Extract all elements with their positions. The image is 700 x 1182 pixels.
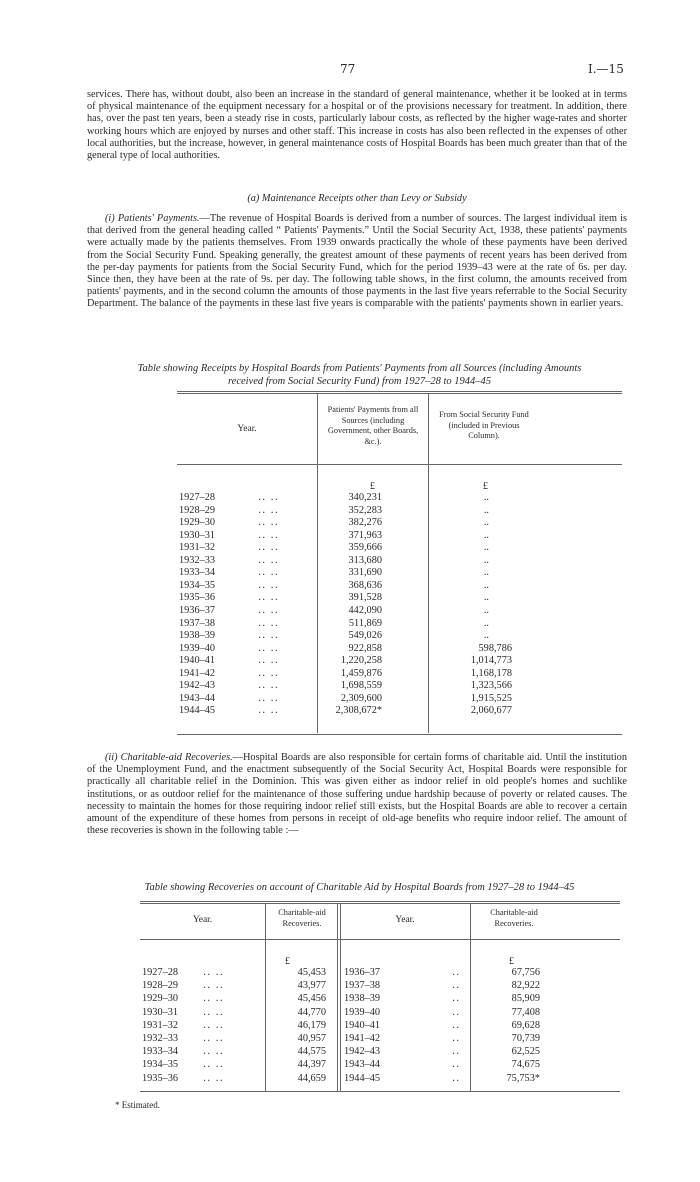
paragraph-label: (i) Patients' Payments. [105,213,200,224]
leader-dots: .. [452,967,461,978]
table2-header-value-left: Charitable-aid Recoveries. [278,908,326,928]
leader-dots: .. .. [203,1006,224,1018]
table1-year-cell: 1940–41 [179,655,216,667]
table1-patients-payments-cell: 511,869 [348,617,382,629]
table1-patients-payments-cell: 549,026 [348,630,382,642]
table2-right-year-cell: 1936–37 [344,967,381,978]
table1-social-security-cell: 1,915,525 [470,692,512,704]
table2-header-year-left: Year. [192,915,213,925]
table1-patients-payments-cell: 331,690 [348,567,382,579]
leader-dots: .. .. [258,692,279,704]
table1-divider-1 [317,393,318,733]
table2-left-year-cell: 1934–35 [142,1059,179,1071]
table1-patients-payments-cell: 368,636 [348,579,382,591]
footnote: * Estimated. [115,1100,160,1110]
section-code: I.—15 [588,62,624,76]
leader-dots: .. .. [258,542,279,554]
leader-dots: .. [452,1006,461,1018]
leader-dots: .. .. [258,617,279,629]
leader-dots: .. .. [258,592,279,604]
leader-dots: .. .. [203,993,224,1005]
table1-social-security-cell: .. [483,604,489,616]
table2-left-year-cell: 1935–36 [142,1072,179,1084]
table2-left-value-cell: 44,575 [297,1046,326,1058]
table2-header-value-right: Charitable-aid Recoveries. [490,908,538,928]
table2-right-value-cell: 62,525 [511,1046,540,1058]
table1-caption [87,363,632,388]
table1-patients-payments-cell: 2,309,600 [340,692,382,704]
table1-social-security-cell: .. [483,504,489,516]
table2-right-value-cell: 82,922 [511,980,540,992]
table1-header-rule [177,464,622,465]
table1-year-cell: 1931–32 [179,542,216,554]
table2-left-year-cell: 1932–33 [142,1033,179,1044]
table1-year-cell: 1941–42 [179,667,216,679]
table2-right-year-cell: 1943–44 [344,1059,381,1071]
table1-social-security-cell: 1,168,178 [470,667,512,679]
leader-dots: .. .. [258,642,279,654]
table1-social-security-cell: .. [483,554,489,566]
table1-social-security-cell: .. [483,617,489,629]
table1-top-rule-double [177,393,622,394]
table2-right-value-cell: 74,675 [511,1059,540,1071]
leader-dots: .. .. [203,1059,224,1071]
paragraph-maintenance: services. There has, without doubt, also been an increase in the standard of general maintenance, whether it be looked at in terms of physical maintenance of the equipment necessary for a hospital or of the provisions necessary for treatment. In addition, there has, over the past ten years, been a steady rise in costs, particularly labour costs, as reflected by the higher wage-rates and shorter working hours which are enjoyed by nurses and other staff. This increase in costs has also been reflected in the expenses of other local authorities, but the increase, however, in general maintenance costs of Hospital Boards has been much greater than that of the general type of local authorities. [87,89,627,162]
table2-left-value-cell: 44,659 [297,1072,326,1084]
leader-dots: .. .. [258,517,279,529]
leader-dots: .. .. [203,1046,224,1058]
table2-left-value-cell: 44,770 [297,1006,326,1018]
table2-left-value-cell: 43,977 [297,980,326,992]
table2-left-year-cell: 1931–32 [142,1019,179,1031]
table1-bottom-rule [177,734,622,735]
leader-dots: .. .. [258,705,279,717]
table1-year-cell: 1928–29 [179,504,216,516]
leader-dots: .. .. [258,567,279,579]
table1-year-cell: 1942–43 [179,680,216,692]
leader-dots: .. .. [258,604,279,616]
table2-divider-2b [340,903,341,1091]
table1-social-security-cell: .. [483,492,489,503]
table1-patients-payments-cell: 2,308,672* [335,705,382,717]
table2-header-rule [140,939,620,940]
table2-left-year-cell: 1928–29 [142,980,179,992]
page-header [0,62,700,82]
leader-dots: .. [452,993,461,1005]
table1-patients-payments-cell: 442,090 [348,604,382,616]
table2-left-value-cell: 46,179 [297,1019,326,1031]
table2-right-value-cell: 67,756 [511,967,540,978]
leader-dots: .. [452,1046,461,1058]
leader-dots: .. .. [258,504,279,516]
table1-patients-payments-cell: 391,528 [348,592,382,604]
table2-header-year-right: Year. [395,915,415,925]
table1-top-rule [177,391,622,392]
table2-left-value-cell: 45,456 [297,993,326,1005]
table2-left-value-cell: 44,397 [297,1059,326,1071]
table1-patients-payments-cell: 382,276 [348,517,382,529]
table1-year-cell: 1932–33 [179,554,216,566]
table2-divider-1 [265,903,266,1091]
table1-social-security-cell: .. [483,517,489,529]
table1-header-year: Year. [237,424,257,434]
leader-dots: .. [452,1019,461,1031]
table2-right-year-cell: 1938–39 [344,993,381,1005]
table2-right-value-cell: 85,909 [511,993,540,1005]
table2-left-year-cell: 1930–31 [142,1006,179,1018]
leader-dots: .. .. [258,680,279,692]
table2-divider-3 [470,903,471,1091]
table1-year-cell: 1944–45 [179,705,216,717]
leader-dots: .. .. [203,967,224,978]
table1-divider-2 [428,393,429,733]
table1-patients-payments-cell: 340,231 [348,492,382,503]
table1-patients-payments-cell: 352,283 [348,504,382,516]
table1-caption-line1: Table showing Receipts by Hospital Boards from Patients' Payments from all Sources (including Amounts [137,363,582,374]
leader-dots: .. .. [258,492,279,503]
leader-dots: .. .. [258,529,279,541]
table1-year-cell: 1929–30 [179,517,216,529]
table2-left-year-cell: 1933–34 [142,1046,179,1058]
table2-right-value-cell: 70,739 [511,1033,540,1044]
table1-patients-payments-cell: 371,963 [348,529,382,541]
table2-unit-left: £ [284,956,290,967]
heading-maintenance-receipts: (a) Maintenance Receipts other than Levy or Subsidy [247,193,467,204]
page-number: 77 [340,62,356,76]
leader-dots: .. .. [203,980,224,992]
table1-social-security-cell: .. [483,579,489,591]
table1-year-cell: 1935–36 [179,592,216,604]
table1-social-security-cell: .. [483,567,489,579]
leader-dots: .. [452,1059,461,1071]
table1-year-cell: 1930–31 [179,529,216,541]
paragraph-patients-payments [87,213,627,311]
table1-social-security-cell: 598,786 [478,642,512,654]
table2-right-year-cell: 1941–42 [344,1033,381,1044]
table2-divider-2 [337,903,338,1091]
leader-dots: .. [452,980,461,992]
leader-dots: .. .. [258,655,279,667]
paragraph-body: —The revenue of Hospital Boards is derived from a number of sources. The largest individual item is that derived from the general heading called “ Patients' Payments.” Until the Social Security Act, 1938, these patients' payments were actually made by the patients themselves. From 1939 onwards practically the whole of these payments have been derived from the Social Security Fund. Speaking generally, the greatest amount of these payments of recent years has been derived from the per-day payments for patients from the Social Security Fund, which for the period 1939–43 were at the rate of 6s. per day. Since then, they have been at the rate of 9s. per day. The following table shows, in the first column, the amounts received from patients' payments, and in the second column the amounts of those payments in the last five years referrable to the Social Security Department. The balance of the payments in these last five years is comparable with the patients' payments shown in earlier years. [87,213,628,310]
leader-dots: .. .. [203,1072,224,1084]
table1-patients-payments-cell: 313,680 [348,554,382,566]
leader-dots: .. .. [258,554,279,566]
table2-right-year-cell: 1939–40 [344,1006,381,1018]
table1-year-cell: 1943–44 [179,692,216,704]
table1-patients-payments-cell: 359,666 [348,542,382,554]
table1-caption-line2: received from Social Security Fund) from 1927–28 to 1944–45 [227,375,492,387]
leader-dots: .. [452,1072,461,1084]
paragraph-charitable-aid [87,752,627,837]
table2-caption: Table showing Recoveries on account of Charitable Aid by Hospital Boards from 1927–28 to 1944–45 [144,882,575,893]
paragraph-label: (ii) Charitable-aid Recoveries. [105,752,233,763]
table2-right-value-cell: 69,628 [511,1019,540,1031]
table2-left-year-cell: 1929–30 [142,993,179,1005]
table1-social-security-cell: .. [483,630,489,642]
table2-right-year-cell: 1940–41 [344,1019,381,1031]
table1-year-cell: 1939–40 [179,642,216,654]
table1-patients-payments-cell: 1,459,876 [340,667,382,679]
table1-social-security-cell: .. [483,542,489,554]
table1-social-security-cell: 1,014,773 [470,655,512,667]
table2-right-year-cell: 1944–45 [344,1072,381,1084]
table1-social-security-cell: .. [483,529,489,541]
table1-unit-col1: £ [369,481,375,492]
table2-right-value-cell: 77,408 [511,1006,540,1018]
table1-year-cell: 1933–34 [179,567,216,579]
table1-year-cell: 1936–37 [179,604,216,616]
leader-dots: .. .. [258,579,279,591]
table2-right-year-cell: 1942–43 [344,1046,381,1058]
table1-year-cell: 1938–39 [179,630,216,642]
table1-year-cell: 1934–35 [179,579,216,591]
table2-left-value-cell: 45,453 [297,967,326,978]
table2-unit-right: £ [508,956,514,967]
table2-top-rule [140,901,620,902]
table1-patients-payments-cell: 1,220,258 [340,655,382,667]
table2-left-value-cell: 40,957 [297,1033,326,1044]
table1-social-security-cell: 1,323,566 [470,680,512,692]
paragraph-body: —Hospital Boards are also responsible for certain forms of charitable aid. Until the institution of the Unemployment Fund, and the enactment subsequently of the Social Security Act, Hospital Boards were responsible for practically all charitable relief in the Dominion. This was given either as indoor relief in old people's homes and suchlike institutions, or as outdoor relief for the maintenance of those suffering undue hardship because of poverty or related causes. The necessity to maintain the homes for those requiring indoor relief still exists, but the Hospital Boards are able to recover a certain amount of the expenditure of these homes from persons in receipt of old-age benefits who require indoor relief. The amount of these recoveries is shown in the following table :— [87,752,627,837]
table1-year-cell: 1937–38 [179,617,216,629]
leader-dots: .. [452,1033,461,1044]
leader-dots: .. .. [258,630,279,642]
table2-bottom-rule [140,1091,620,1092]
table2-left-year-cell: 1927–28 [142,967,179,978]
leader-dots: .. .. [258,667,279,679]
table1-year-cell: 1927–28 [179,492,216,503]
table1-social-security-cell: 2,060,677 [470,705,512,717]
table2-top-rule-double [140,903,620,904]
table1-patients-payments-cell: 1,698,559 [340,680,382,692]
leader-dots: .. .. [203,1019,224,1031]
table2-right-value-cell: 75,753* [506,1072,540,1084]
table1-header-social-security: From Social Security Fund (included in Previous Column). [439,410,529,440]
leader-dots: .. .. [203,1033,224,1044]
table1-patients-payments-cell: 922,858 [348,642,382,654]
table1-header-patients-payments: Patients' Payments from all Sources (including Government, other Boards, &c.). [327,405,419,446]
table1-social-security-cell: .. [483,592,489,604]
table1-unit-col2: £ [482,481,488,492]
table2-right-year-cell: 1937–38 [344,980,381,992]
